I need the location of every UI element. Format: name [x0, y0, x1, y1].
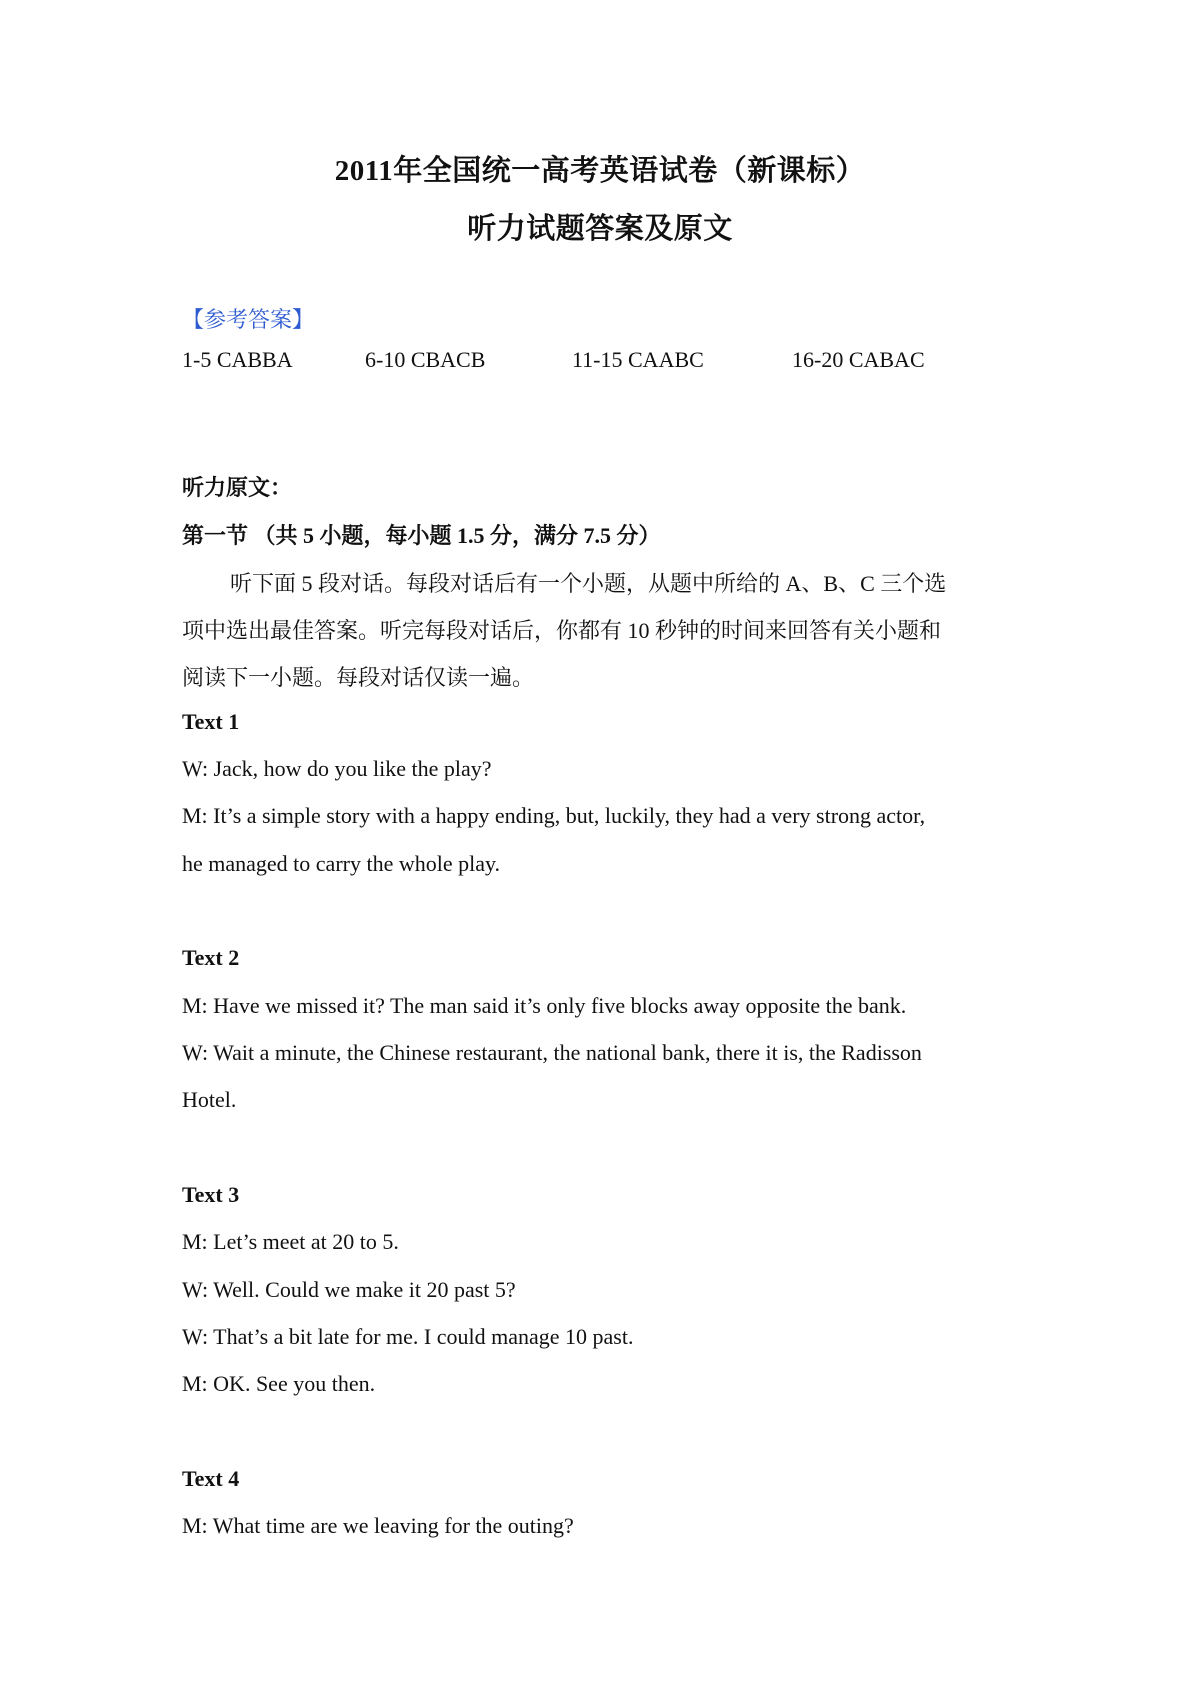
dialogue-line: W: That’s a bit late for me. I could manage 10 past. [182, 1324, 634, 1349]
instructions-line: 听下面 5 段对话。每段对话后有一个小题，从题中所给的 A、B、C 三个选 [230, 571, 947, 596]
text-label: Text 1 [182, 709, 240, 734]
section1-heading: 第一节 （共 5 小题，每小题 1.5 分，满分 7.5 分） [182, 523, 661, 548]
dialogue-line: M: What time are we leaving for the outing? [182, 1513, 574, 1538]
answer-group: 11-15 CAABC [572, 347, 704, 372]
document-title: 2011年全国统一高考英语试卷（新课标） [334, 155, 866, 187]
dialogue-line: W: Well. Could we make it 20 past 5? [182, 1277, 516, 1302]
dialogue-line: M: Let’s meet at 20 to 5. [182, 1229, 399, 1254]
dialogue-line: W: Wait a minute, the Chinese restaurant, the national bank, there it is, the Radisson [182, 1040, 922, 1065]
instructions-line: 阅读下一小题。每段对话仅读一遍。 [182, 665, 535, 690]
dialogue-line: W: Jack, how do you like the play? [182, 756, 492, 781]
text-label: Text 2 [182, 945, 240, 970]
transcript-heading: 听力原文： [182, 475, 293, 500]
answer-group: 16-20 CABAC [792, 347, 925, 372]
answer-group: 1-5 CABBA [182, 347, 293, 372]
dialogue-line: M: OK. See you then. [182, 1371, 376, 1396]
dialogue-line: M: Have we missed it? The man said it’s only five blocks away opposite the bank. [182, 993, 907, 1018]
answer-group: 6-10 CBACB [365, 347, 486, 372]
text-label: Text 4 [182, 1466, 240, 1491]
document-subtitle: 听力试题答案及原文 [467, 213, 733, 245]
instructions-line: 项中选出最佳答案。听完每段对话后，你都有 10 秒钟的时间来回答有关小题和 [182, 618, 942, 643]
text-label: Text 3 [182, 1182, 240, 1207]
answers-heading: 【参考答案】 [182, 307, 315, 332]
dialogue-line: he managed to carry the whole play. [182, 851, 501, 876]
dialogue-line: Hotel. [182, 1087, 237, 1112]
dialogue-line: M: It’s a simple story with a happy ending, but, luckily, they had a very strong actor, [182, 803, 926, 828]
